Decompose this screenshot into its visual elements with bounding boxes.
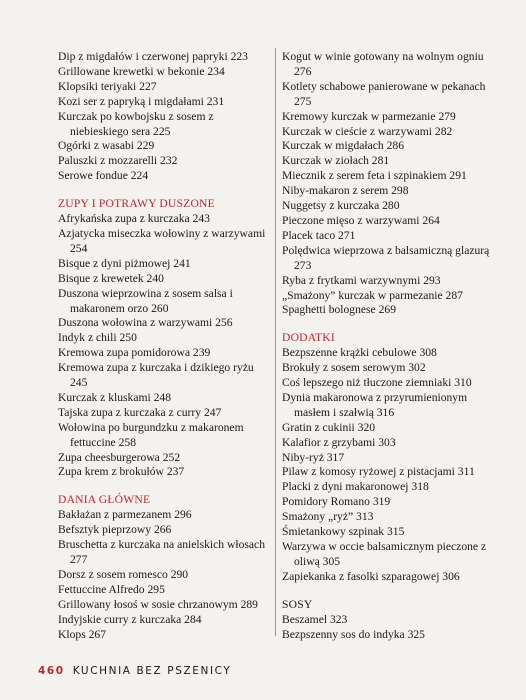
section-heading: SOSY [282, 597, 313, 611]
index-entry: Zupa krem z brokułów 237 [58, 465, 185, 479]
soups-section [58, 197, 270, 480]
page-number: 460 [38, 665, 65, 677]
index-entry: Indyk z chili 250 [58, 331, 137, 345]
index-entry: Kurczak po kowbojsku z sosem z niebieskiego sera 225 [58, 109, 214, 138]
index-entry: Wołowina po burgundzku z makaronem fettuccine 258 [58, 420, 244, 449]
index-entry: Kremowy kurczak w parmezanie 279 [282, 109, 456, 123]
main-dishes-section [58, 493, 270, 642]
index-entry: Niby-ryż 317 [282, 450, 345, 464]
index-entry: Kremowa zupa z kurczaka i dzikiego ryżu 245 [58, 361, 254, 390]
index-entry: Klops 267 [58, 627, 106, 641]
index-entry: Kozi ser z papryką i migdałami 231 [58, 94, 225, 108]
index-entry: Befsztyk pieprzowy 266 [58, 523, 172, 537]
index-entry: Paluszki z mozzarelli 232 [58, 154, 178, 168]
index-entry: Azjatycka miseczka wołowiny z warzywami 254 [58, 226, 266, 255]
section-heading: DANIA GŁÓWNE [58, 493, 151, 507]
index-entry: Nuggetsy z kurczaka 280 [282, 199, 400, 213]
sauces-section [282, 598, 494, 643]
index-entry: Placek taco 271 [282, 228, 356, 242]
index-entry: Kogut w winie gotowany na wolnym ogniu 276 [282, 50, 484, 78]
index-entry: Duszona wieprzowina z sosem salsa i makaronem orzo 260 [58, 286, 233, 315]
index-entry: Tajska zupa z kurczaka z curry 247 [58, 405, 222, 419]
index-entry: Bezpszenne krążki cebulowe 308 [282, 346, 437, 360]
index-entry: Fettuccine Alfredo 295 [58, 582, 165, 596]
index-entry: Placki z dyni makaronowej 318 [282, 480, 429, 494]
index-entry: Warzywa w occie balsamicznym pieczone z oliwą 305 [282, 540, 487, 568]
index-entry: Coś lepszego niż tłuczone ziemniaki 310 [282, 376, 472, 390]
index-entry: „Smażony” kurczak w parmezanie 287 [282, 288, 463, 302]
index-entry: Pieczone mięso z warzywami 264 [282, 213, 440, 227]
page-footer [38, 665, 231, 677]
column-divider [275, 48, 276, 636]
index-entry: Duszona wołowina z warzywami 256 [58, 316, 233, 330]
index-entry: Kremowa zupa pomidorowa 239 [58, 346, 211, 360]
index-entry: Bisque z krewetek 240 [58, 271, 164, 285]
index-entry: Zupa cheesburgerowa 252 [58, 450, 181, 464]
index-entry: Indyjskie curry z kurczaka 284 [58, 612, 202, 626]
index-entry: Grillowany łosoś w sosie chrzanowym 289 [58, 597, 258, 611]
index-column-right [282, 50, 494, 642]
index-entry: Afrykańska zupa z kurczaka 243 [58, 212, 210, 226]
index-entry: Ogórki z wasabi 229 [58, 139, 155, 153]
running-title: KUCHNIA BEZ PSZENICY [72, 665, 232, 677]
index-entry: Bruschetta z kurczaka na anielskich włosach 277 [58, 538, 265, 566]
index-entry: Pilaw z komosy ryżowej z pistacjami 311 [282, 465, 475, 479]
index-column-left [58, 50, 270, 642]
index-entry: Kurczak z kluskami 248 [58, 390, 172, 404]
index-entry: Brokuły z sosem serowym 302 [282, 361, 426, 375]
side-dishes-section [282, 331, 494, 584]
index-entry: Ryba z frytkami warzywnymi 293 [282, 273, 441, 287]
index-entry: Grillowane krewetki w bekonie 234 [58, 64, 225, 78]
index-entry: Smażony „ryż” 313 [282, 510, 374, 524]
index-entry: Pomidory Romano 319 [282, 495, 391, 509]
index-entry: Niby-makaron z serem 298 [282, 184, 409, 198]
index-entry: Kurczak w migdałach 286 [282, 139, 405, 153]
index-entry: Kurczak w cieście z warzywami 282 [282, 124, 453, 138]
index-entry: Dip z migdałów i czerwonej papryki 223 [58, 50, 248, 63]
index-entry: Śmietankowy szpinak 315 [282, 525, 405, 539]
index-entry: Bezpszenny sos do indyka 325 [282, 627, 425, 641]
index-entry: Gratin z cukinii 320 [282, 420, 376, 434]
index-entry: Bisque z dyni piżmowej 241 [58, 256, 191, 270]
index-entry: Dynia makaronowa z przyrumienionym masłem i szałwią 316 [282, 390, 468, 419]
main-dishes-continued-list [282, 50, 494, 318]
index-entry: Zapiekanka z fasolki szparagowej 306 [282, 569, 460, 583]
index-entry: Bakłażan z parmezanem 296 [58, 508, 192, 522]
section-heading: ZUPY I POTRAWY DUSZONE [58, 197, 215, 211]
appetizer-list [58, 50, 270, 184]
index-entry: Spaghetti bolognese 269 [282, 303, 396, 317]
index-entry: Kotlety schabowe panierowane w pekanach 275 [282, 79, 486, 108]
index-entry: Beszamel 323 [282, 612, 348, 626]
index-entry: Serowe fondue 224 [58, 169, 149, 183]
index-entry: Dorsz z sosem romesco 290 [58, 567, 189, 581]
index-entry: Kurczak w ziołach 281 [282, 154, 390, 168]
index-entry: Klopsiki teriyaki 227 [58, 79, 157, 93]
index-entry: Miecznik z serem feta i szpinakiem 291 [282, 169, 467, 183]
index-entry: Polędwica wieprzowa z balsamiczną glazurą 273 [282, 243, 490, 272]
index-entry: Kalafior z grzybami 303 [282, 435, 396, 449]
section-heading: DODATKI [282, 331, 335, 345]
